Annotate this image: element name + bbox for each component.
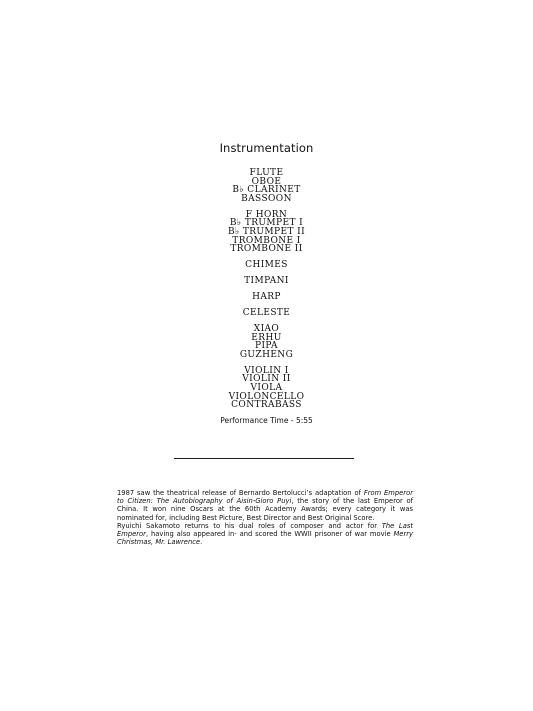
film-title: The Last Emperor [117,521,413,539]
instrument-viola: VIOLA [250,383,283,394]
instrument-timpani: TIMPANI [244,276,289,287]
film-title: Merry Christmas, Mr. Lawrence [117,530,413,547]
performance-time: Performance Time - 5:55 [220,416,313,425]
instrument-contrabass: CONTRABASS [231,400,302,411]
instrument-xiao: XIAO [253,324,280,335]
notes-paragraph-2 [117,522,413,547]
instrument-violoncello: VIOLONCELLO [228,391,305,402]
instrument-pipa: PIPA [255,341,278,352]
instrument-flute: FLUTE [249,168,284,178]
celeste-group [0,309,533,318]
instrument-trumpet-1: B♭ TRUMPET I [229,218,304,229]
notes-paragraph-1 [117,489,413,522]
divider-line [174,458,354,459]
instrument-violin-2: VIOLIN II [242,374,291,385]
instrument-f-horn: F HORN [245,209,288,220]
instrument-clarinet: B♭ CLARINET [232,185,301,196]
instrument-bassoon: BASSOON [241,193,292,204]
brass-group [0,211,533,254]
notes-text: , having also appeared in- and scored the WWII prisoner of war movie [145,530,394,539]
chimes-group [0,261,533,270]
notes-text: , the story of the last Emperor of China. It won nine Oscars at the 60th Academy Awards; every category it was nominated for, including Best Picture, Best Director and Best Original Score. [117,497,413,522]
harp-group [0,293,533,302]
instrument-erhu: ERHU [251,332,282,343]
instrument-violin-1: VIOLIN I [244,365,289,376]
instrument-chimes: CHIMES [245,260,288,271]
instrument-guzheng: GUZHENG [239,349,294,360]
notes-text: Ryuichi Sakamoto returns to his dual roles of composer and actor for [117,521,382,530]
instrument-trombone-1: TROMBONE I [232,235,301,246]
strings-group [0,367,533,410]
timpani-group [0,277,533,286]
instrument-trumpet-2: B♭ TRUMPET II [227,226,306,237]
book-title: From Emperor to Citizen: The Autobiography of Aisin-Gioro Puyi [117,489,413,506]
instrument-harp: HARP [252,292,281,303]
instrument-celeste: CELESTE [242,308,291,319]
page-title: Instrumentation [219,141,314,155]
instrument-list [0,169,533,410]
chinese-instruments-group [0,325,533,359]
notes-text: . [200,538,203,547]
program-notes [117,489,413,546]
instrument-oboe: OBOE [251,176,282,187]
notes-text: 1987 saw the theatrical release of Bernardo Bertolucci’s adaptation of [117,489,364,497]
instrument-trombone-2: TROMBONE II [230,244,303,255]
woodwinds-group [0,169,533,203]
